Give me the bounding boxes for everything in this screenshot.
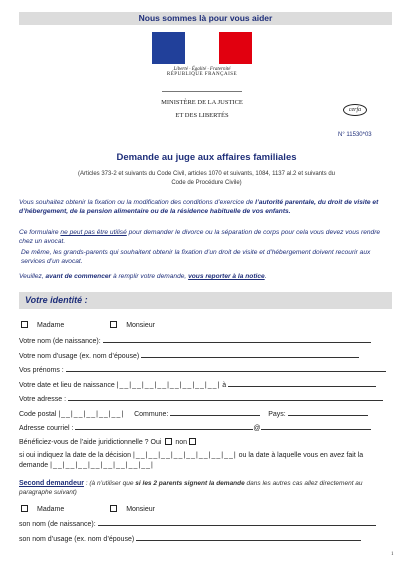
nom-usage-field[interactable]	[141, 352, 359, 358]
intro-p2-underline: ne peut pas être utilisé	[60, 229, 127, 236]
monsieur-checkbox[interactable]	[110, 321, 117, 328]
civility-row	[21, 321, 155, 329]
intro-p1-text: Vous souhaitez obtenir la fixation ou la modification des conditions d’exercice de	[19, 199, 256, 206]
second-nom-naissance-field[interactable]	[98, 520, 376, 526]
help-banner: Nous sommes là pour vous aider	[19, 12, 392, 25]
second-nom-usage-row	[19, 535, 361, 543]
pays-field[interactable]	[288, 410, 368, 416]
decision-row	[19, 452, 363, 459]
intro-p2-text: Ce formulaire	[19, 229, 61, 236]
page-number: 1	[391, 552, 394, 557]
republic-logo	[152, 32, 252, 120]
birth-place-field[interactable]	[228, 381, 376, 387]
aide-non-checkbox[interactable]	[189, 438, 196, 445]
aide-row	[19, 438, 199, 446]
section-identity-title: Votre identité :	[19, 292, 392, 309]
birth-place-a: à	[222, 382, 227, 389]
madame-label: Madame	[37, 322, 65, 329]
second-madame-label: Madame	[37, 506, 65, 513]
second-monsieur-label: Monsieur	[126, 506, 155, 513]
code-postal-label: Code postal	[19, 411, 57, 418]
ministry-name	[152, 94, 252, 120]
code-postal-boxes[interactable]: |__|__|__|__|__|	[58, 411, 125, 418]
demande-date-boxes[interactable]: |__|__|__|__|__|__|__|__|	[50, 462, 154, 469]
notice-link[interactable]: vous reporter à la notice	[188, 273, 265, 280]
intro-p4-mid: à remplir votre demande,	[111, 273, 189, 280]
decision-date-boxes[interactable]: |__|__|__|__|__|__|__|__|	[133, 452, 237, 459]
prenoms-label: Vos prénoms :	[19, 367, 64, 374]
second-nom-usage-label: son nom d’usage (ex. nom d’épouse)	[19, 536, 135, 543]
madame-checkbox[interactable]	[21, 321, 28, 328]
courriel-label: Adresse courriel :	[19, 425, 74, 432]
second-nom-usage-field[interactable]	[136, 535, 361, 541]
commune-field[interactable]	[170, 410, 260, 416]
second-note-bold: si les 2 parents signent la demande	[135, 480, 245, 487]
commune-label: Commune:	[134, 411, 169, 418]
nom-usage-row	[19, 352, 359, 360]
prenoms-row	[19, 366, 386, 374]
date-lieu-row	[19, 381, 376, 389]
second-note-post: dans les autres cas allez directement au paragraphe suivant)	[19, 480, 363, 496]
nom-naissance-row	[19, 337, 371, 345]
intro-paragraph-2	[19, 228, 394, 246]
date-lieu-label: Votre date et lieu de naissance	[19, 382, 115, 389]
intro-p2-post: pour demander le divorce ou la séparation de corps pour cela vous devez vous rendre chez un avocat.	[19, 229, 381, 245]
ministry-line-1: MINISTÈRE DE LA JUSTICE	[161, 99, 243, 106]
pays-label: Pays:	[268, 411, 286, 418]
legal-articles: (Articles 373-2 et suivants du Code Civil, articles 1070 et suivants, 1084, 1137 al.2 et suivants du Code de Procédure Civile)	[77, 171, 336, 186]
adresse-row	[19, 395, 383, 403]
second-civility-row	[21, 505, 155, 513]
courriel-user-field[interactable]	[75, 424, 253, 430]
ministry-line-2: ET DES LIBERTÉS	[175, 112, 229, 119]
aide-oui-checkbox[interactable]	[165, 438, 172, 445]
adresse-field[interactable]	[68, 395, 383, 401]
second-nom-naissance-row	[19, 520, 376, 528]
intro-paragraph-4	[19, 272, 394, 281]
second-madame-checkbox[interactable]	[21, 505, 28, 512]
cerfa-badge: cerfa	[343, 104, 367, 116]
french-flag-icon	[152, 32, 252, 64]
logo-divider	[162, 91, 242, 92]
logo-motto: Liberté · Égalité · Fraternité	[173, 67, 231, 72]
prenoms-field[interactable]	[66, 366, 386, 372]
nom-naissance-label: Votre nom (de naissance):	[19, 338, 101, 345]
nom-usage-label: Votre nom d’usage (ex. nom d’épouse)	[19, 353, 140, 360]
at-sign: @	[253, 425, 261, 432]
form-number: N° 11530*03	[338, 132, 372, 138]
monsieur-label: Monsieur	[126, 322, 155, 329]
logo-republic: RÉPUBLIQUE FRANÇAISE	[166, 72, 238, 77]
birth-date-boxes[interactable]: |__|__|__|__|__|__|__|__|	[116, 382, 221, 389]
aide-non-label: non	[175, 439, 188, 446]
intro-p4-post: .	[264, 273, 267, 280]
second-nom-naissance-label: son nom (de naissance):	[19, 521, 96, 528]
intro-paragraph-1	[19, 198, 394, 216]
courriel-row	[19, 424, 371, 432]
demande-label: demande	[19, 462, 49, 469]
intro-paragraph-3: De même, les grands-parents qui souhaitent obtenir la fixation d’un droit de visite et d’hébergement doivent recourir aux services d’un avocat.	[21, 249, 371, 265]
decision-label: si oui indiquez la date de la décision	[19, 452, 132, 459]
adresse-label: Votre adresse :	[19, 396, 67, 403]
second-applicant-label: Second demandeur	[19, 480, 84, 487]
nom-naissance-field[interactable]	[103, 337, 371, 343]
second-note-pre: : (à n’utiliser que	[83, 480, 136, 487]
intro-p1-bold: l’autorité parentale, du droit de visite et d’hébergement, de la pension alimentaire ou de la résidence habituelle de vos enfants.	[19, 199, 379, 215]
aide-label: Bénéficiez-vous de l’aide juridictionnelle ? Oui	[19, 439, 162, 446]
form-title: Demande au juge aux affaires familiales	[116, 152, 297, 163]
courriel-domain-field[interactable]	[261, 424, 371, 430]
second-monsieur-checkbox[interactable]	[110, 505, 117, 512]
cp-row	[19, 410, 368, 418]
demande-row	[19, 462, 154, 469]
intro-p4-text: Veuillez,	[19, 273, 46, 280]
second-applicant-intro	[19, 480, 379, 497]
decision-post-label: ou la date à laquelle vous en avez fait la	[238, 452, 364, 459]
intro-p4-bold: avant de commencer	[45, 273, 112, 280]
